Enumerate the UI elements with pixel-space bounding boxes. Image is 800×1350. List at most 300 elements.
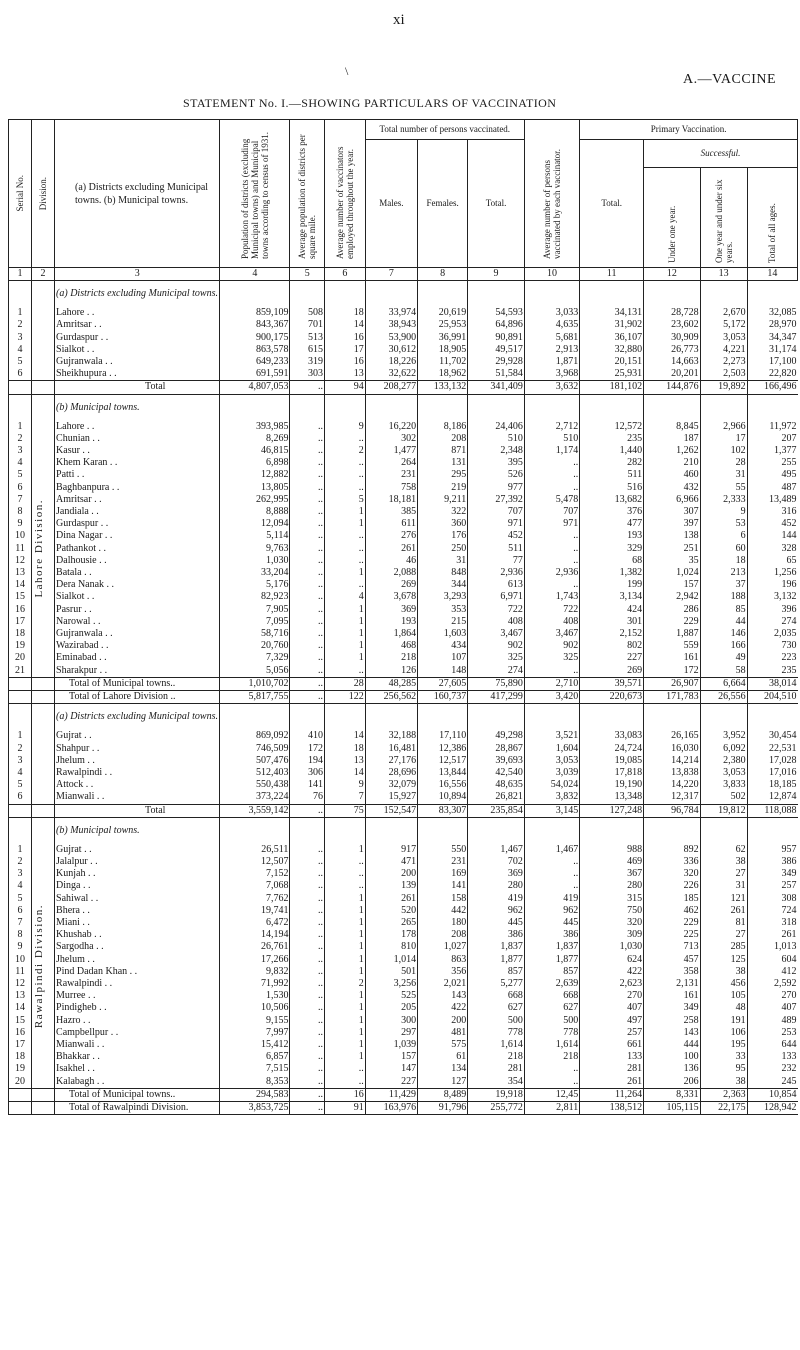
value: 360 [418, 518, 468, 530]
value: 32,188 [365, 730, 417, 742]
value: 194 [290, 755, 325, 767]
value: 977 [468, 482, 525, 494]
serial-number: 6 [9, 482, 32, 494]
value: 27 [700, 929, 747, 941]
total-value: 22,175 [700, 1101, 747, 1114]
value: .. [324, 469, 365, 481]
value: 31,902 [580, 319, 644, 331]
value: 722 [468, 604, 525, 616]
cell [365, 704, 417, 731]
value: 1,604 [524, 743, 579, 755]
value: .. [290, 591, 325, 603]
value: 18,181 [365, 494, 417, 506]
column-number: 1 [9, 268, 32, 281]
value: .. [524, 1076, 579, 1089]
value: 27,392 [468, 494, 525, 506]
value: 26,773 [644, 344, 701, 356]
value: 138 [644, 530, 701, 542]
value: 261 [580, 1076, 644, 1089]
value: 191 [700, 1015, 747, 1027]
column-number: 8 [418, 268, 468, 281]
total-value: 19,892 [700, 381, 747, 394]
value: 281 [580, 1063, 644, 1075]
value: 1,614 [468, 1039, 525, 1051]
value: 270 [747, 990, 797, 1002]
total-value: 166,496 [747, 381, 797, 394]
cell [32, 281, 55, 308]
header-successful: Successful. [644, 140, 798, 168]
value: 58,716 [220, 628, 290, 640]
value: .. [290, 1015, 325, 1027]
value: 16 [324, 356, 365, 368]
cell [524, 704, 579, 731]
value: 20,619 [418, 307, 468, 319]
value: 3,467 [524, 628, 579, 640]
value: 12,507 [220, 856, 290, 868]
value: 1 [324, 905, 365, 917]
value: 432 [644, 482, 701, 494]
total-value: 91,796 [418, 1101, 468, 1114]
value: 3,256 [365, 978, 417, 990]
district-name: Dinga . . [55, 880, 220, 892]
serial-number: 12 [9, 555, 32, 567]
table-row [9, 1039, 798, 1051]
value: 12,517 [418, 755, 468, 767]
value: 456 [700, 978, 747, 990]
district-name: Gujranwala . . [55, 356, 220, 368]
value: 26,821 [468, 791, 525, 804]
column-number: 4 [220, 268, 290, 281]
value: 5,056 [220, 665, 290, 678]
cell [418, 704, 468, 731]
total-value: 96,784 [644, 804, 701, 817]
value: 253 [747, 1027, 797, 1039]
serial-number: 18 [9, 628, 32, 640]
value: 13,682 [580, 494, 644, 506]
district-name: Pindigheb . . [55, 1002, 220, 1014]
value: 513 [290, 332, 325, 344]
table-row [9, 506, 798, 518]
value: 229 [644, 917, 701, 929]
value: .. [290, 567, 325, 579]
value: 48 [700, 1002, 747, 1014]
total-value: 5,817,755 [220, 691, 290, 704]
cell [324, 281, 365, 308]
table-row [9, 543, 798, 555]
value: 64,896 [468, 319, 525, 331]
value: 38 [700, 856, 747, 868]
total-value: .. [290, 804, 325, 817]
value: 8,269 [220, 433, 290, 445]
value: 13 [324, 368, 365, 381]
table-row [9, 307, 798, 319]
total-value: 122 [324, 691, 365, 704]
table-row [9, 421, 798, 433]
cell [9, 281, 32, 308]
serial-number: 1 [9, 421, 32, 433]
value: 269 [365, 579, 417, 591]
value: 511 [580, 469, 644, 481]
value: 7,329 [220, 652, 290, 664]
district-name: Narowal . . [55, 616, 220, 628]
value: 691,591 [220, 368, 290, 381]
value: 143 [418, 990, 468, 1002]
value: 65 [747, 555, 797, 567]
serial-number: 3 [9, 332, 32, 344]
value: 3,293 [418, 591, 468, 603]
total-label: Total [55, 804, 220, 817]
value: 29,928 [468, 356, 525, 368]
total-value: 105,115 [644, 1101, 701, 1114]
cell [32, 743, 55, 755]
value: 28,867 [468, 743, 525, 755]
value: .. [290, 1027, 325, 1039]
district-name: Sargodha . . [55, 941, 220, 953]
district-name: Gujranwala . . [55, 628, 220, 640]
value: 157 [644, 579, 701, 591]
value: 25,953 [418, 319, 468, 331]
value: 17,818 [580, 767, 644, 779]
cell [644, 817, 701, 844]
column-number: 5 [290, 268, 325, 281]
total-value: .. [290, 677, 325, 690]
column-number: 7 [365, 268, 417, 281]
value: 707 [524, 506, 579, 518]
value: 445 [524, 917, 579, 929]
serial-number: 9 [9, 518, 32, 530]
value: 76 [290, 791, 325, 804]
value: 269 [580, 665, 644, 678]
value: 147 [365, 1063, 417, 1075]
value: 1,262 [644, 445, 701, 457]
value: 208 [418, 433, 468, 445]
value: 227 [365, 1076, 417, 1089]
serial-number: 8 [9, 506, 32, 518]
value: 8,186 [418, 421, 468, 433]
total-value: 6,664 [700, 677, 747, 690]
value: 102 [700, 445, 747, 457]
total-value: 235,854 [468, 804, 525, 817]
serial-number: 2 [9, 743, 32, 755]
value: 501 [365, 966, 417, 978]
total-value: 3,559,142 [220, 804, 290, 817]
value: 53 [700, 518, 747, 530]
cell [32, 381, 55, 394]
value: 13,844 [418, 767, 468, 779]
cell [32, 332, 55, 344]
cell [468, 704, 525, 731]
value: 2,592 [747, 978, 797, 990]
section-title: (a) Districts excluding Municipal towns. [55, 704, 220, 731]
value: .. [290, 445, 325, 457]
total-value: 10,854 [747, 1088, 797, 1101]
cell [32, 1101, 55, 1114]
value: 20,760 [220, 640, 290, 652]
serial-number: 10 [9, 530, 32, 542]
value: .. [324, 530, 365, 542]
serial-number: 2 [9, 319, 32, 331]
cell [324, 817, 365, 844]
cell [220, 394, 290, 421]
value: .. [290, 844, 325, 856]
value: 281 [468, 1063, 525, 1075]
value: 2,639 [524, 978, 579, 990]
value: 386 [524, 929, 579, 941]
value: 1 [324, 966, 365, 978]
value: 393,985 [220, 421, 290, 433]
district-name: Jhelum . . [55, 954, 220, 966]
value: 16 [324, 332, 365, 344]
value: .. [524, 868, 579, 880]
value: .. [290, 905, 325, 917]
cell [32, 730, 55, 742]
district-name: Lahore . . [55, 307, 220, 319]
value: 510 [524, 433, 579, 445]
value: 1,013 [747, 941, 797, 953]
serial-number: 20 [9, 652, 32, 664]
value: 172 [290, 743, 325, 755]
value: .. [324, 482, 365, 494]
value: 644 [747, 1039, 797, 1051]
value: 328 [747, 543, 797, 555]
value: 1,039 [365, 1039, 417, 1051]
value: 251 [644, 543, 701, 555]
total-value: 4,807,053 [220, 381, 290, 394]
total-value: 133,132 [418, 381, 468, 394]
value: 13,348 [580, 791, 644, 804]
total-label: Total of Municipal towns.. [55, 677, 220, 690]
value: 6,966 [644, 494, 701, 506]
district-name: Khem Karan . . [55, 457, 220, 469]
total-value: 11,429 [365, 1088, 417, 1101]
value: 33,974 [365, 307, 417, 319]
district-name: Lahore . . [55, 421, 220, 433]
value: 1,603 [418, 628, 468, 640]
district-name: Chunian . . [55, 433, 220, 445]
serial-number: 11 [9, 543, 32, 555]
serial-number: 15 [9, 1015, 32, 1027]
serial-number: 4 [9, 457, 32, 469]
cell [9, 394, 32, 421]
value: 3,832 [524, 791, 579, 804]
serial-number: 14 [9, 1002, 32, 1014]
value: 227 [580, 652, 644, 664]
header-all-ages: Total of all ages. [747, 168, 797, 268]
value: .. [290, 482, 325, 494]
value: 232 [747, 1063, 797, 1075]
table-row [9, 917, 798, 929]
value: 3,132 [747, 591, 797, 603]
cell [32, 755, 55, 767]
value: .. [290, 990, 325, 1002]
column-number: 14 [747, 268, 797, 281]
value: 218 [365, 652, 417, 664]
total-value: 26,907 [644, 677, 701, 690]
value: 407 [747, 1002, 797, 1014]
table-row [9, 730, 798, 742]
value: 38,943 [365, 319, 417, 331]
value: 58 [700, 665, 747, 678]
value: 462 [644, 905, 701, 917]
table-row [9, 530, 798, 542]
value: 307 [644, 506, 701, 518]
value: .. [290, 1039, 325, 1051]
value: 19,741 [220, 905, 290, 917]
total-value: 8,489 [418, 1088, 468, 1101]
value: 3,134 [580, 591, 644, 603]
value: 26,511 [220, 844, 290, 856]
cell [468, 281, 525, 308]
cell [700, 281, 747, 308]
value: 1 [324, 628, 365, 640]
value: 1,014 [365, 954, 417, 966]
value: 213 [700, 567, 747, 579]
value: 385 [365, 506, 417, 518]
value: 624 [580, 954, 644, 966]
value: 6,971 [468, 591, 525, 603]
value: 8,888 [220, 506, 290, 518]
value: 215 [418, 616, 468, 628]
cell [580, 817, 644, 844]
value: 178 [365, 929, 417, 941]
value: 3,053 [524, 755, 579, 767]
value: 274 [747, 616, 797, 628]
serial-number: 10 [9, 954, 32, 966]
cell [32, 307, 55, 319]
value: 1 [324, 518, 365, 530]
total-value: 8,331 [644, 1088, 701, 1101]
value: 408 [468, 616, 525, 628]
value: 917 [365, 844, 417, 856]
value: 144 [747, 530, 797, 542]
total-value: 26,556 [700, 691, 747, 704]
cell [220, 281, 290, 308]
value: 615 [290, 344, 325, 356]
value: 900,175 [220, 332, 290, 344]
serial-number: 1 [9, 844, 32, 856]
value: 500 [468, 1015, 525, 1027]
serial-number: 5 [9, 469, 32, 481]
value: 750 [580, 905, 644, 917]
cell [365, 817, 417, 844]
value: 32,085 [747, 307, 797, 319]
value: 303 [290, 368, 325, 381]
value: 131 [418, 457, 468, 469]
district-name: Dina Nagar . . [55, 530, 220, 542]
value: 318 [747, 917, 797, 929]
value: 18 [324, 743, 365, 755]
value: 2 [324, 445, 365, 457]
serial-number: 17 [9, 1039, 32, 1051]
header-females: Females. [418, 140, 468, 268]
cell [700, 704, 747, 731]
value: 5,114 [220, 530, 290, 542]
value: 13,489 [747, 494, 797, 506]
value: 489 [747, 1015, 797, 1027]
value: 14,194 [220, 929, 290, 941]
table-row [9, 628, 798, 640]
district-name: Pathankot . . [55, 543, 220, 555]
total-value: .. [290, 381, 325, 394]
table-row [9, 954, 798, 966]
value: 2,088 [365, 567, 417, 579]
value: 971 [524, 518, 579, 530]
cell [418, 281, 468, 308]
value: 1 [324, 929, 365, 941]
district-name: Campbellpur . . [55, 1027, 220, 1039]
total-value: 16 [324, 1088, 365, 1101]
value: 280 [580, 880, 644, 892]
value: 2,936 [524, 567, 579, 579]
table-row [9, 433, 798, 445]
total-value: 91 [324, 1101, 365, 1114]
serial-number: 5 [9, 893, 32, 905]
district-name: Jalalpur . . [55, 856, 220, 868]
value: 1,256 [747, 567, 797, 579]
value: 962 [468, 905, 525, 917]
value: 14 [324, 730, 365, 742]
value: 354 [468, 1076, 525, 1089]
value: 349 [747, 868, 797, 880]
value: 8,353 [220, 1076, 290, 1089]
value: 445 [468, 917, 525, 929]
total-value: 171,783 [644, 691, 701, 704]
serial-number: 12 [9, 978, 32, 990]
value: 257 [747, 880, 797, 892]
value: 172 [644, 665, 701, 678]
total-row [9, 381, 798, 394]
value: 27,176 [365, 755, 417, 767]
value: 857 [468, 966, 525, 978]
value: 1,477 [365, 445, 417, 457]
value: 62 [700, 844, 747, 856]
table-row [9, 445, 798, 457]
serial-number: 2 [9, 433, 32, 445]
value: 308 [747, 893, 797, 905]
column-number: 11 [580, 268, 644, 281]
value: 758 [365, 482, 417, 494]
header-districts: (a) Districts excluding Municipal towns. (b) Municipal towns. [55, 120, 220, 268]
table-row [9, 579, 798, 591]
value: 19,190 [580, 779, 644, 791]
cell [32, 368, 55, 381]
value: 500 [524, 1015, 579, 1027]
value: 422 [580, 966, 644, 978]
value: 301 [580, 616, 644, 628]
table-row [9, 616, 798, 628]
value: .. [524, 482, 579, 494]
value: 90,891 [468, 332, 525, 344]
value: 1 [324, 1027, 365, 1039]
value: 16,481 [365, 743, 417, 755]
value: 14 [324, 319, 365, 331]
value: 1,030 [580, 941, 644, 953]
table-row [9, 482, 798, 494]
value: 12,572 [580, 421, 644, 433]
value: 49,517 [468, 344, 525, 356]
value: 125 [700, 954, 747, 966]
value: .. [324, 433, 365, 445]
value: 231 [418, 856, 468, 868]
value: 367 [580, 868, 644, 880]
value: 508 [290, 307, 325, 319]
serial-number: 6 [9, 368, 32, 381]
value: 373,224 [220, 791, 290, 804]
value: 210 [644, 457, 701, 469]
table-row [9, 905, 798, 917]
value: 9,832 [220, 966, 290, 978]
value: 713 [644, 941, 701, 953]
